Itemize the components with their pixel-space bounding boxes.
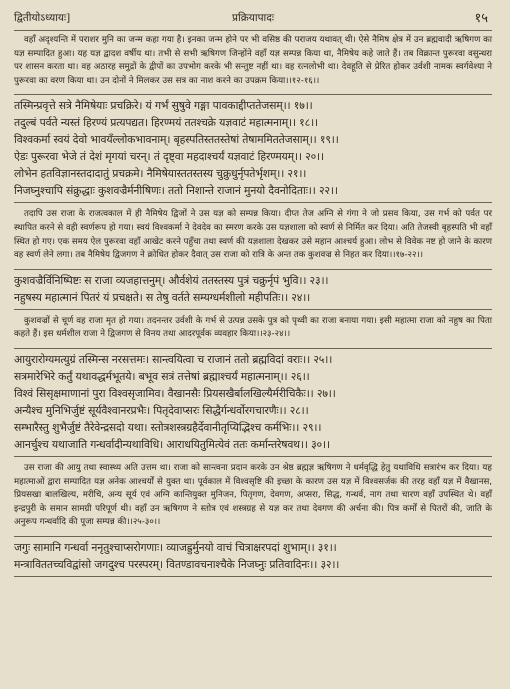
verse-line: सम्भारैस्तु शुभैर्जुष्टं तैरेवेन्द्रसदो यथा। स्तोत्रशस्त्रग्रहैर्देवानीतृप्यिद्भिश्च कर्मभिः।। २९।। bbox=[14, 420, 322, 434]
verse-line: ऐडः पुरूरवा भेजे तं देशं मृगयां चरन्। तं दृष्ट्वा महदाश्चर्यं यज्ञवाटं हिरण्मयम्।। २०।। bbox=[14, 150, 324, 164]
verse-line: निजघ्नुश्चापि संक्रुद्धाः कुशवज्रैर्मनीषिणः। ततो निशान्ते राजानं मुनयो दैवनोदिताः।। २२।। bbox=[14, 184, 338, 198]
page-number: १५ bbox=[474, 11, 488, 26]
verse-block-4 bbox=[14, 536, 492, 577]
verse-line: विश्वं सिसृक्षमाणानां पुरा विश्वसृजामिव। वैखानसैः प्रियसखैर्बालखिल्यैर्मरीचिकैः।। २७।। bbox=[14, 386, 336, 400]
commentary-paragraph-1: वहाँ अदृश्यन्ति में पराशर मुनि का जन्म कहा गया है। इनका जन्म होने पर भी वसिष्ठ की पराजय यथावत् थी। ऐसे नैमिष क्षेत्र में उन ब्रह्मवादी ऋषिगण का यज्ञ सम्पादित हुआ। यह यज्ञ द्वादश वर्षीय था। तभी से सभी ऋषिगण जिन्होंने वहाँ यज्ञ सम्पन्न किया था, नैमिषेय कहे जाते हैं। तब विक्रान्त पुरूरवा वसुन्धरा पर शासन करता था। वह अठारह समुद्रों के द्वीपों का उपभोग करके भी सन्तुष्ट नहीं था। वह रत्नलोभी था। देवहूति से प्रेरित होकर उर्वशी नामक स्वर्गवेश्या ने पुरूरवा का वरण किया था। उन दोनों ने मिलकर उस सत्र का नाश करने का उपक्रम किया।।१२-१६।। bbox=[14, 35, 492, 86]
verse-block-2 bbox=[14, 269, 492, 310]
verse-block-1 bbox=[14, 94, 492, 203]
verse-line: विश्वकर्मा स्वयं देवो भावयँल्लोकभावनाम्। बृहस्पतिस्ततस्तेषां तेषाममिततेजसाम्।। १९।। bbox=[14, 133, 339, 147]
verse-line: आयुरारोग्यमत्युग्रं तस्मिन्स नरसत्तमः। सान्त्वयित्वा च राजानं ततो ब्रह्मविदां वराः।। २५।। bbox=[14, 352, 333, 366]
verse-line: मन्त्राविततच्चविद्वांसो जगदुश्च परस्परम्। वितण्डावचनाश्चैके निजघ्नुः प्रतिवादिनः।। ३२।। bbox=[14, 557, 340, 571]
verse-line: नहुषस्य महात्मानं पितरं यं प्रचक्षते। स तेषु वर्तते सम्यग्धर्मशीलो महीपतिः।। २४।। bbox=[14, 290, 311, 304]
verse-line: तदुल्बं पर्वते न्यस्तं हिरण्यं प्रत्यपद्यत। हिरण्मयं ततश्चक्रे यज्ञवाटं महात्मनाम्।। १८।। bbox=[14, 116, 318, 130]
verse-block-3 bbox=[14, 348, 492, 457]
chapter-label: द्वितीयोऽध्यायः] bbox=[14, 12, 71, 24]
verse-line: कुशवज्रैर्विनिष्पिष्टः स राजा व्यजहात्तनुम्। और्वशेयं ततस्तस्य पुत्रं चक्रुर्नृपं भुवि।। २३।। bbox=[14, 273, 329, 287]
verse-line: अन्यैश्च मुनिभिर्जुष्टं सूर्यवैश्वानरप्रभैः। पितृदेवाप्सरः सिद्धैर्गन्धर्वोरगचारणैः।। २८।। bbox=[14, 403, 309, 417]
verse-line: आनर्चुश्च यथाजाति गन्धर्वादीन्यथाविधि। आराधयितुमित्येवं ततः कर्मान्तरेषवथ।। ३०।। bbox=[14, 437, 330, 451]
verse-line: सत्रमारेभिरे कर्तुं यथावद्धर्मभूतये। बभूव सत्रं तत्तेषां ब्रह्माश्चर्यं महात्मनाम्।। २६।। bbox=[14, 369, 310, 383]
commentary-paragraph-4: उस राजा की आयु तथा स्वास्थ्य अति उत्तम था। राजा को सान्त्वना प्रदान करके उन श्रेष्ठ ब्रह्मज्ञ ऋषिगण ने धर्मवृद्धि हेतु यथाविधि सत्रारंभ कर दिया। यह महात्माओं द्वारा सम्पादित यज्ञ अनेक आश्चर्यों से युक्त था। पूर्वकाल में विश्वसृष्टि की इच्छा के कारण उस यज्ञ में विश्वसर्जक की तरह वहाँ यज्ञ में वैखानस, प्रियसखा बालखिल्य, मरीचि, अन्य सूर्य एवं अग्नि कान्तियुक्त मुनिजन, पितृगण, देवगण, अप्सरा, सिद्ध, गन्धर्व, नाग तथा चारण वहाँ उपस्थित थे। वहाँ इन्द्रपुरी के समान सामग्री परिपूर्ण थी। वहाँ उन ऋषिगण ने स्तोत्र एवं शस्त्रग्रह से यज्ञ कर तथा देवगण की अर्चना की। पित्र कर्मों से पितरों की, जाति के अनुरूप गन्धर्वादि की पूजा सम्पन्न की।।२५-३०।। bbox=[14, 462, 492, 528]
page-header bbox=[14, 8, 492, 31]
verse-line: लोभेन हतविज्ञानस्तदादातुं प्रचक्रमे। नैमिषेयास्ततस्तस्य चुक्रुधुर्नृपतेर्भृशम्।। २१।। bbox=[14, 167, 307, 181]
commentary-paragraph-2: तदापि उस राजा के राजत्वकाल में ही नैमिषेय द्विजों ने उस यज्ञ को सम्पन्न किया। दीप्त तेज अग्नि से गंगा ने जो प्रसव किया, उस गर्भ को पर्वत पर स्थापित करने से वही स्वर्णरूप हो गया। स्वयं विश्वकर्मा ने देवदेव का स्मरण करके उस यज्ञशाला को स्वर्ण से निर्मित कर दिया। अति तेजस्वी बृहस्पति भी वहाँ स्थित हो गए। एक समय ऐल पुरूरवा वहाँ आखेट करने पहुँचा तथा स्वर्ण की यज्ञशाला देखकर उसे महान आश्चर्य हुआ। लोभ से विवेक नष्ट हो जाने के कारण वह स्वर्ण लेने लगा। तब नैमिषेय द्विजगण ने क्रोधित होकर दैवात् उस राजा को रात्रि के अन्त तक कुशवज्र से निहत कर दिया।।१७-२२।। bbox=[14, 209, 492, 261]
commentary-paragraph-3: कुशवज्रों से चूर्ण वह राजा मृत हो गया। तदनन्तर उर्वशी के गर्भ से उत्पन्न उसके पुत्र को पृथ्वी का राजा बनाया गया। इसी महात्मा राजा को नहुष का पिता कहते हैं। इस धर्मशील राजा ने द्विजगण से विनय तथा आदरपूर्वक व्यवहार किया।।२३-२४।। bbox=[14, 315, 492, 340]
verse-line: तस्मिन्प्रवृत्ते सत्रे नैमिषेयाः प्रचक्रिरे। यं गर्भं सुषुवे गङ्गा पावकाद्दीप्ततेजसम्।। १७।। bbox=[14, 99, 313, 113]
section-title: प्रक्रियापादः bbox=[232, 12, 274, 24]
verse-line: जगुः सामानि गन्धर्वा ननृतुश्चाप्सरोगणाः। व्याजह्रुर्मुनयो वाचं चित्राक्षरपदां शुभाम्।। ३१।। bbox=[14, 540, 337, 554]
